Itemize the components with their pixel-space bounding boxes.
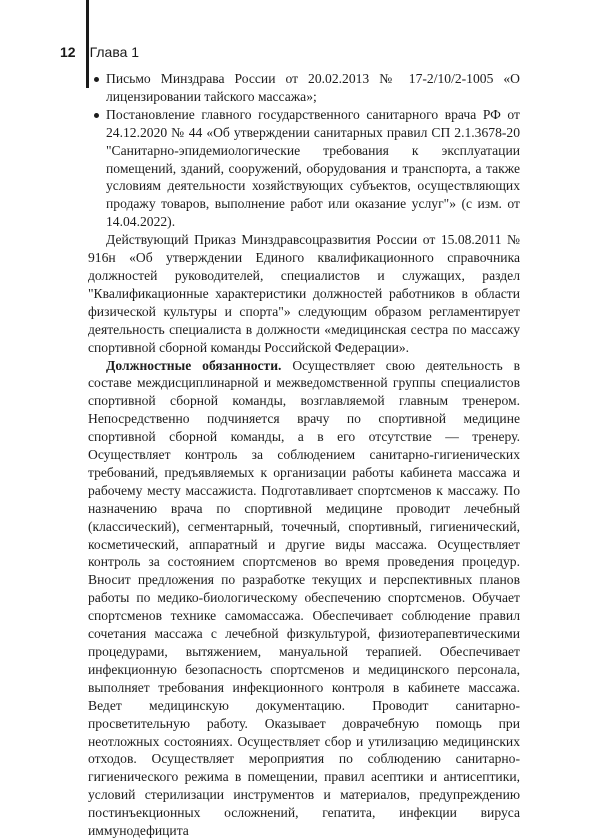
duties-paragraph [88,357,520,840]
page-body [88,70,520,840]
duties-text: Осуществляет свою деятельность в составе междисциплинарной и межведомственной группы специалистов спортивной сборной команды, возглавляемой главным тренером. Непосредственно подчиняется врачу по спортивной медицине спортивной сборной команды, а в его отсутствие — тренеру. Осуществляет контроль за соблюдением санитарно-гигиенических требований, предъявляемых к организации работы кабинета массажа и рабочему месту массажиста. Подготавливает спортсменов к массажу. По назначению врача по спортивной медицине проводит лечебный (классический), сегментарный, точечный, спортивный, гигиенический, косметический, аппаратный и другие виды массажа. Осуществляет контроль за состоянием спортсменов во время проведения процедур. Вносит предложения по разработке текущих и перспективных планов работы по медико-биологическому обеспечению спортсменов. Обучает спортсменов технике самомассажа. Обеспечивает соблюдение правил сочетания массажа с лечебной физкультурой, физиотерапевтическими процедурами, вытяжением, мануальной терапией. Обеспечивает инфекционную безопасность спортсменов и медицинского персонала, выполняет требования инфекционного контроля в кабинете массажа. Ведет медицинскую документацию. Проводит санитарно-просветительную работу. Оказывает доврачебную помощь при неотложных состояниях. Осуществляет сбор и утилизацию медицинских отходов. Осуществляет мероприятия по соблюдению санитарно-гигиенического режима в помещении, правил асептики и антисептики, условий стерилизации инструментов и материалов, предупреждению постинъекционных осложнений, гепатита, инфекции вируса иммунодефицита [88,357,520,839]
intro-paragraph: Действующий Приказ Минздравсоцразвития России от 15.08.2011 № 916н «Об утверждении Единого квалификационного справочника должностей руководителей, специалистов и служащих, раздел "Квалификационные характеристики должностей работников в области физической культуры и спорта"» следующим образом регламентирует деятельность специалиста в должности «медицинская сестра по массажу спортивной сборной команды Российской Федерации». [88,232,520,355]
list-item: Постановление главного государственного санитарного врача РФ от 24.12.2020 № 44 «Об утверждении санитарных правил СП 2.1.3678-20 "Санитарно-эпидемиологические требования к эксплуатации помещений, зданий, сооружений, оборудования и транспорта, а также условиям деятельности хозяйствующих субъектов, осуществляющих продажу товаров, выполнение работ или оказание услуг"» (с изм. от 14.04.2022). [88,106,520,231]
page-header [60,44,139,60]
list-item: Письмо Минздрава России от 20.02.2013 № 17-2/10/2-1005 «О лицензировании тайского массажа»; [88,70,520,106]
duties-heading: Должностные обязанности. [106,357,282,373]
chapter-label: Глава 1 [89,44,140,60]
page-number: 12 [60,44,76,60]
regulation-list [88,70,520,231]
